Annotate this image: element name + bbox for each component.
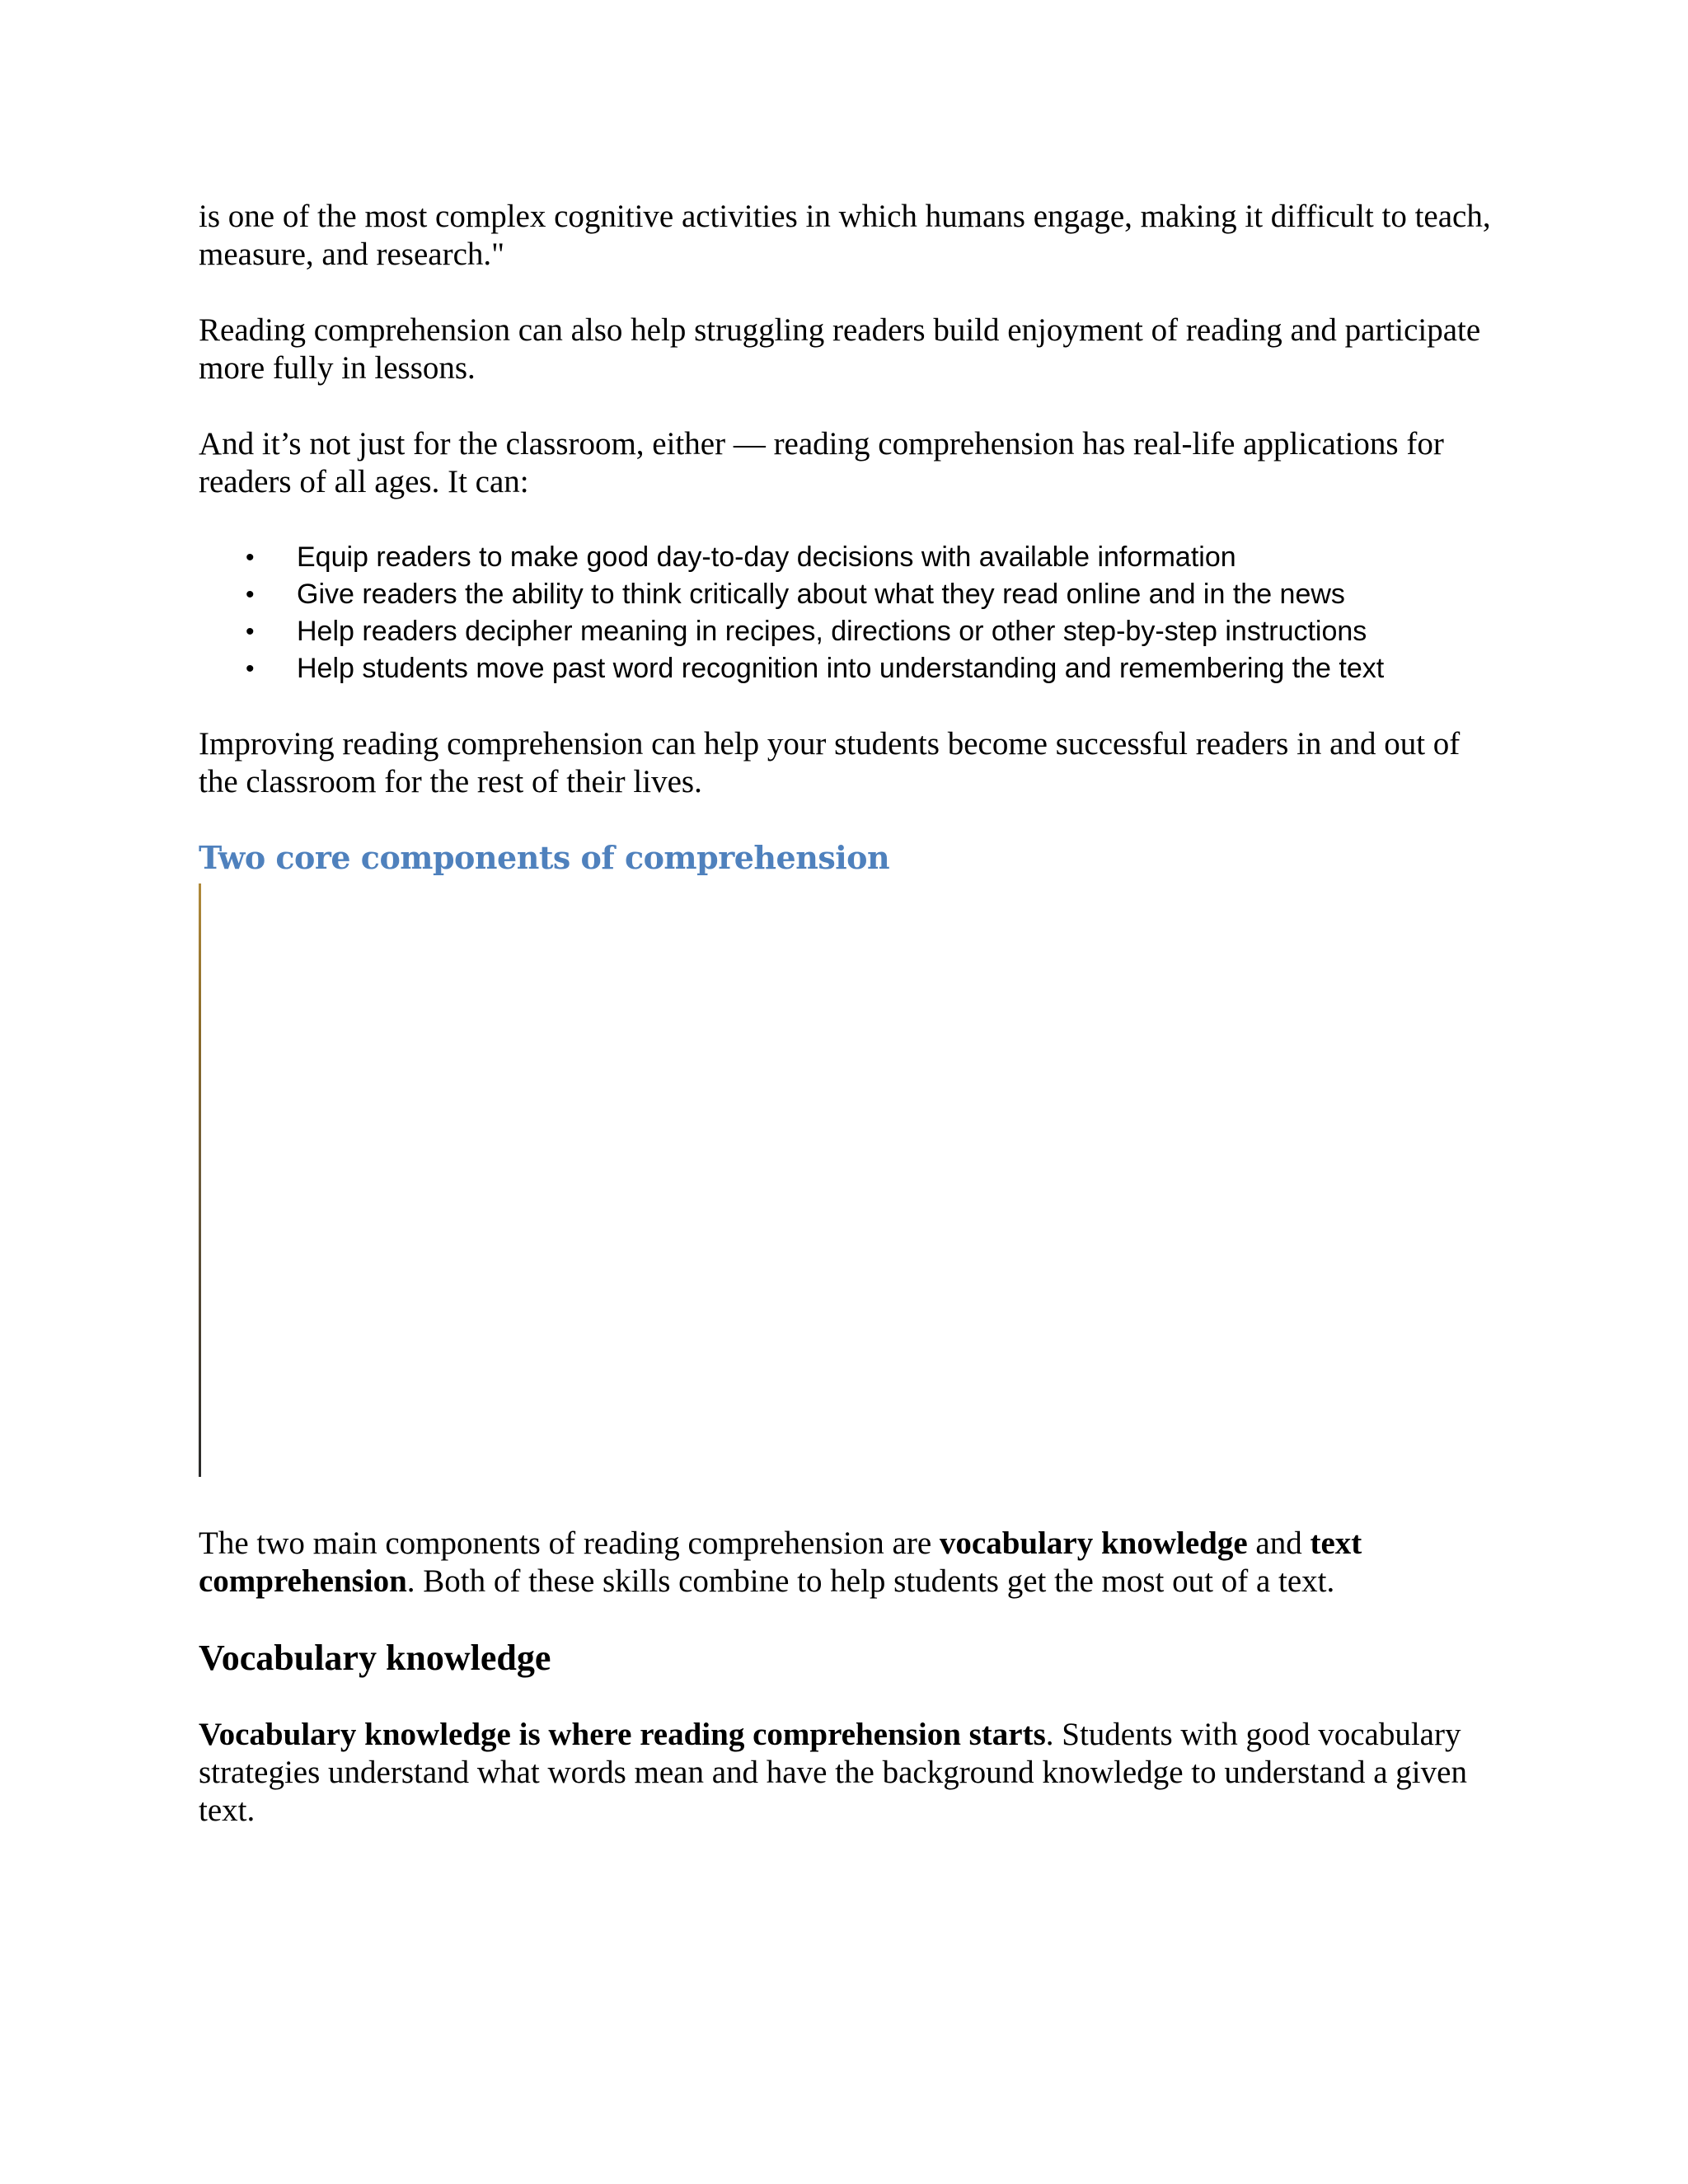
bullet-icon: • [246, 655, 255, 682]
bullet-icon: • [246, 581, 255, 608]
list-item-text: Equip readers to make good day-to-day decisions with available information [297, 541, 1236, 573]
bullet-icon: • [246, 544, 255, 571]
text-run: . Both of these skills combine to help students get the most out of a text. [406, 1563, 1335, 1599]
paragraph-real-life-applications: And it’s not just for the classroom, either — reading comprehension has real-life applications for readers of all ages. It can: [199, 426, 1444, 499]
embedded-image-placeholder [199, 883, 1501, 1477]
list-item [199, 613, 1501, 650]
list-item [199, 650, 1501, 687]
bullet-icon: • [246, 618, 255, 645]
text-run: The two main components of reading comprehension are [199, 1526, 940, 1561]
list-item-text: Give readers the ability to think critically about what they read online and in the news [297, 579, 1345, 610]
document-body [199, 198, 1501, 1830]
applications-bullet-list [199, 539, 1501, 687]
paragraph-struggling-readers: Reading comprehension can also help struggling readers build enjoyment of reading and participate more fully in lessons. [199, 312, 1481, 386]
section-heading-vocabulary-knowledge: Vocabulary knowledge [199, 1638, 551, 1678]
bold-vocabulary-knowledge: vocabulary knowledge [939, 1526, 1248, 1561]
section-heading-two-core-components: Two core components of comprehension [199, 839, 890, 876]
list-item [199, 576, 1501, 613]
text-run: and [1247, 1526, 1311, 1561]
paragraph-two-main-components [199, 1525, 1501, 1601]
paragraph-improving-comprehension: Improving reading comprehension can help your students become successful readers in and out of the classroom for the rest of their lives. [199, 726, 1461, 799]
list-item-text: Help readers decipher meaning in recipes, directions or other step-by-step instructions [297, 616, 1367, 647]
list-item [199, 539, 1501, 576]
list-item-text: Help students move past word recognition into understanding and remembering the text [297, 653, 1385, 684]
bold-lead-sentence: Vocabulary knowledge is where reading comprehension starts [199, 1717, 1046, 1752]
bold-text-comprehension: text comprehension [199, 1526, 1362, 1599]
paragraph-vocabulary-starts [199, 1716, 1501, 1830]
image-left-edge [199, 883, 201, 1477]
paragraph-complex-activities: is one of the most complex cognitive activities in which humans engage, making it difficult to teach, measure, and research." [199, 199, 1491, 272]
text-run: . Students with good vocabulary strategies understand what words mean and have the background knowledge to understand a given text. [199, 1717, 1467, 1828]
